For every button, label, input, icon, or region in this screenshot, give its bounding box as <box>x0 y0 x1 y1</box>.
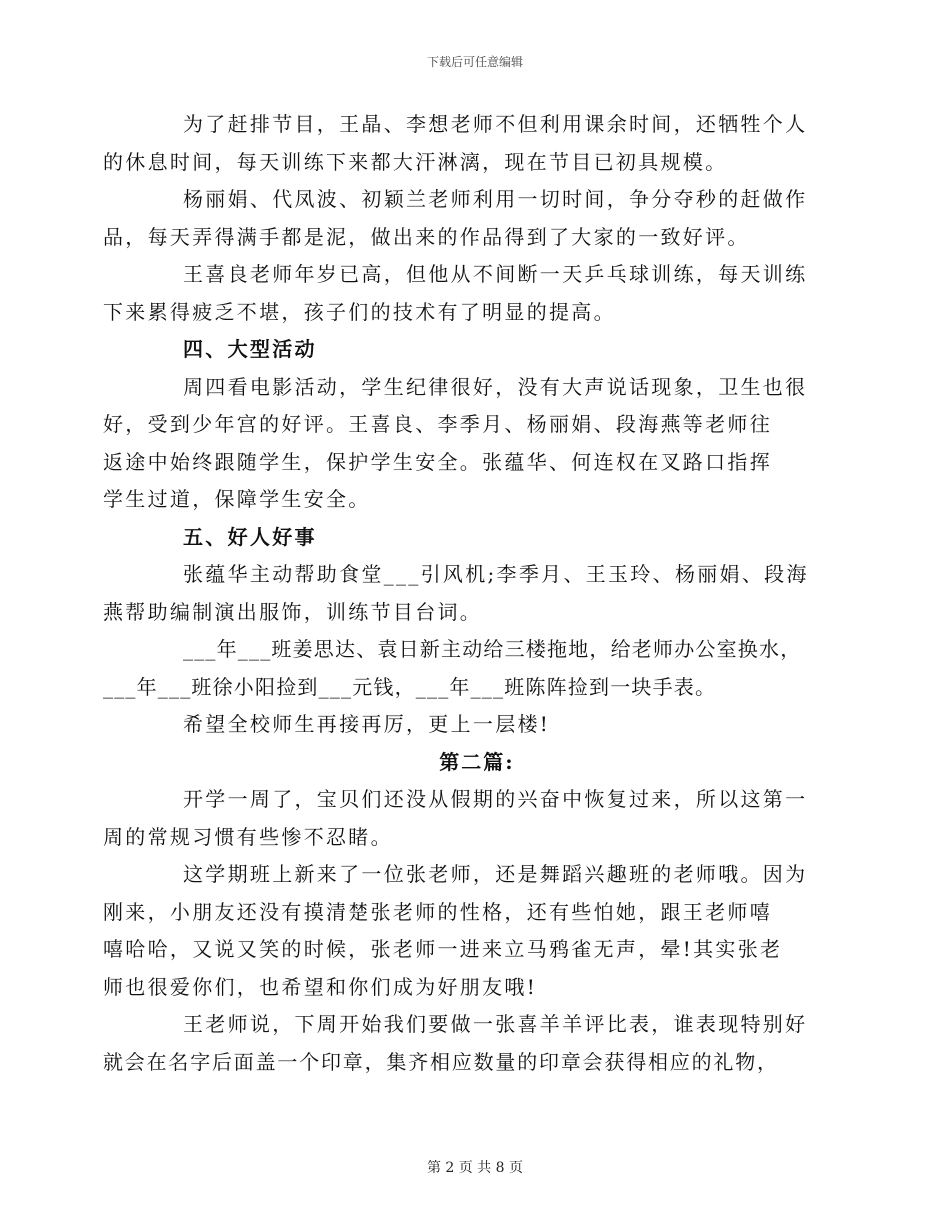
text-line: 希望全校师生再接再厉，更上一层楼! <box>183 712 551 736</box>
text-line: 燕帮助编制演出服饰，训练节目台词。 <box>103 599 483 624</box>
section-heading-activities: 四、大型活动 <box>183 337 317 361</box>
text-line: 周四看电影活动，学生纪律很好，没有大声说话现象，卫生也很 <box>183 374 808 399</box>
paragraph-students <box>103 631 811 706</box>
paragraph-movie <box>103 369 811 519</box>
text-line: 杨丽娟、代凤波、初颖兰老师利用一切时间，争分夺秒的赶做作 <box>183 187 808 211</box>
paragraph-closing <box>143 706 811 744</box>
page-header: 下载后可任意编辑 <box>426 55 523 69</box>
text-line: 下来累得疲乏不堪，孩子们的技术有了明显的提高。 <box>103 299 616 324</box>
paragraph-new-teacher <box>103 856 811 1006</box>
text-line: 好，受到少年宫的好评。王喜良、李季月、杨丽娟、段海燕等老师往 <box>103 412 772 436</box>
text-line: 的休息时间，每天训练下来都大汗淋漓，现在节目已初具规模。 <box>103 149 728 174</box>
text-line: 品，每天弄得满手都是泥，做出来的作品得到了大家的一致好评。 <box>103 224 750 249</box>
text-line: 学生过道，保障学生安全。 <box>103 487 371 511</box>
text-line: 就会在名字后面盖一个印章，集齐相应数量的印章会获得相应的礼物， <box>103 1049 779 1074</box>
text-line: 王喜良老师年岁已高，但他从不间断一天乒乓球训练，每天训练 <box>183 262 808 286</box>
text-line: 嘻哈哈，又说又笑的时候，张老师一进来立马鸦雀无声，晕!其实张老 <box>103 937 783 961</box>
paragraph-first-week <box>103 781 811 856</box>
text-line: 这学期班上新来了一位张老师，还是舞蹈兴趣班的老师哦。因为 <box>183 862 808 886</box>
text-line: ___年___班徐小阳捡到___元钱，___年___班陈阵捡到一块手表。 <box>103 674 717 699</box>
text-line: 师也很爱你们，也希望和你们成为好朋友哦! <box>103 974 538 999</box>
text-line: 刚来，小朋友还没有摸清楚张老师的性格，还有些怕她，跟王老师嘻 <box>103 899 772 924</box>
text-line: 王老师说，下周开始我们要做一张喜羊羊评比表，谁表现特别好 <box>183 1012 808 1036</box>
text-line: 返途中始终跟随学生，保护学生安全。张蕴华、何连权在叉路口指挥 <box>103 449 772 474</box>
text-line: ___年___班姜思达、袁日新主动给三楼拖地，给老师办公室换水， <box>183 637 802 661</box>
page-footer: 第 2 页 共 8 页 <box>426 1160 524 1176</box>
text-line: 为了赶排节目，王晶、李想老师不但利用课余时间，还牺牲个人 <box>183 112 808 136</box>
text-line: 张蕴华主动帮助食堂___引风机;李季月、王玉玲、杨丽娟、段海 <box>183 562 809 586</box>
paragraph-artwork <box>103 181 811 256</box>
paragraph-pingpong <box>103 256 811 331</box>
document-body <box>103 106 811 1081</box>
paragraph-rating-chart <box>103 1006 811 1081</box>
text-line: 周的常规习惯有些惨不忍睹。 <box>103 824 393 849</box>
section-heading-good-deeds: 五、好人好事 <box>183 524 317 549</box>
paragraph-canteen <box>103 556 811 631</box>
paragraph-rehearsal <box>103 106 811 181</box>
text-line: 开学一周了，宝贝们还没从假期的兴奋中恢复过来，所以这第一 <box>183 787 808 811</box>
part-two-heading: 第二篇: <box>439 749 515 774</box>
